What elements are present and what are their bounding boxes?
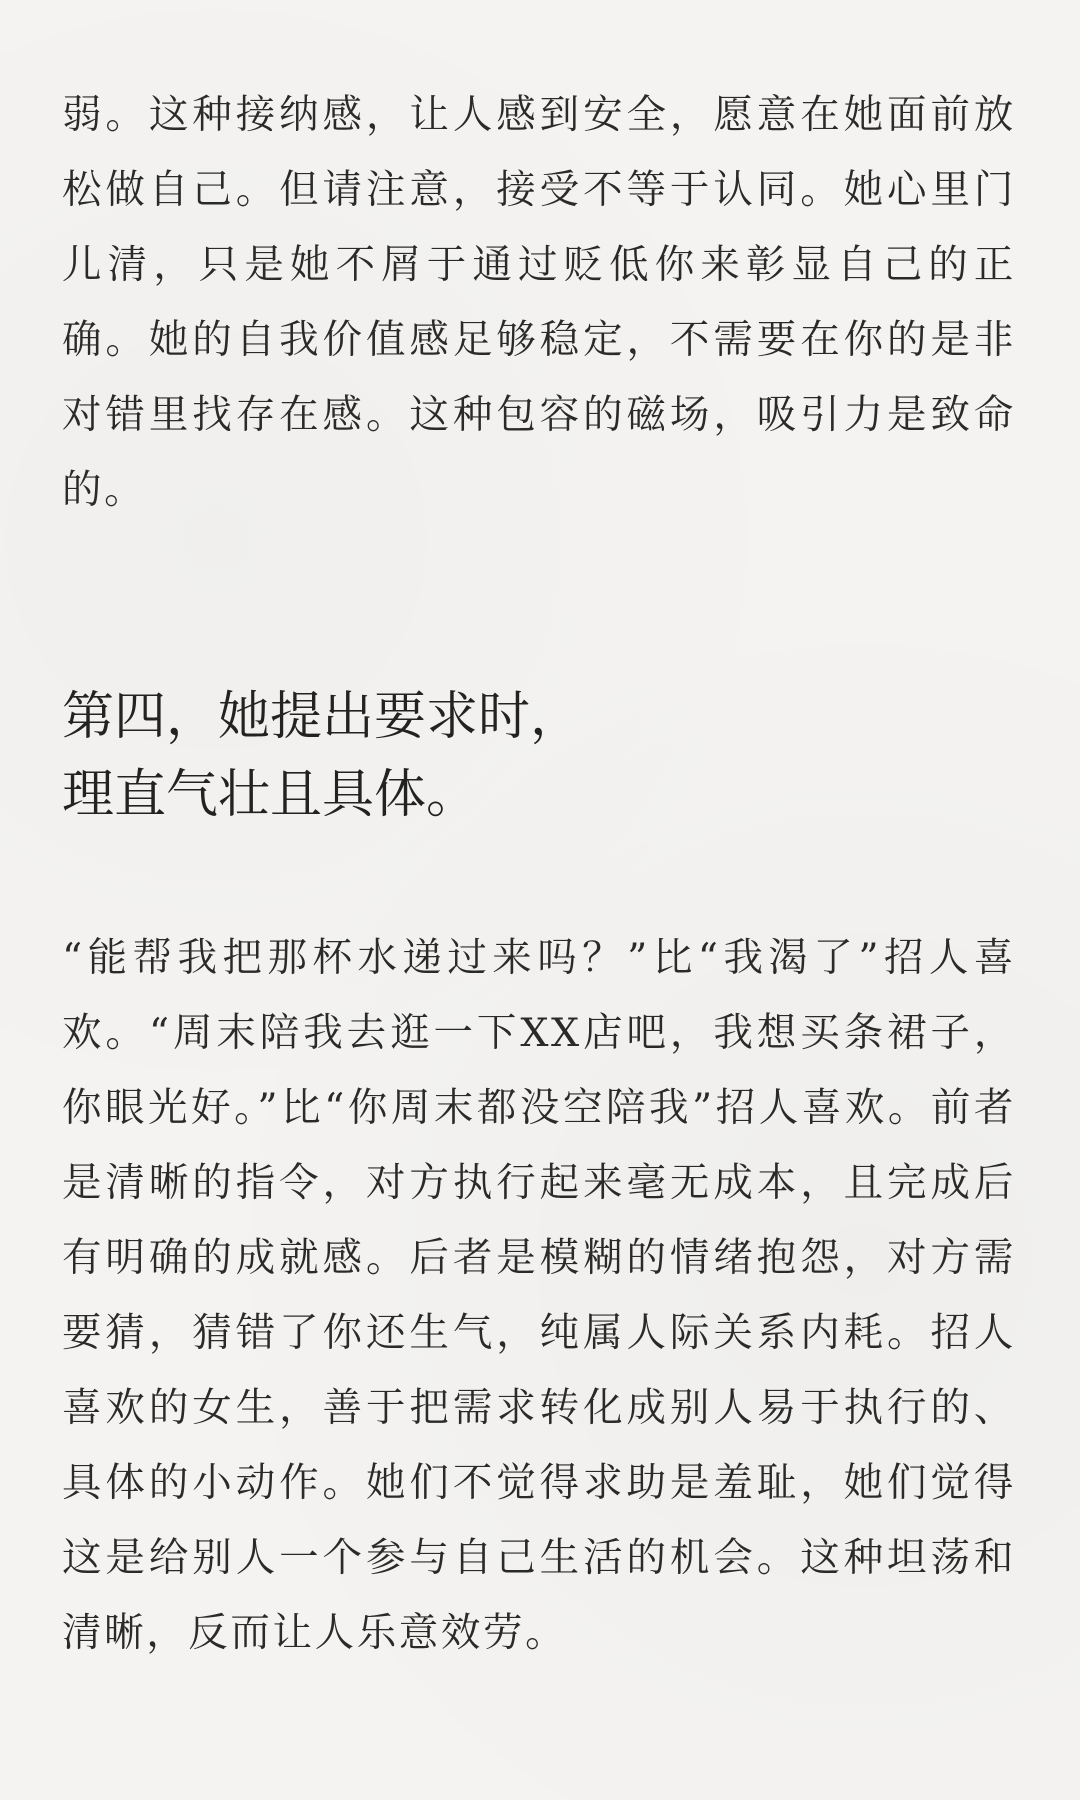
section-heading <box>62 678 1016 834</box>
heading-line-1: 第四，她提出要求时， <box>62 687 583 747</box>
heading-line-2: 理直气壮且具体。 <box>62 765 479 825</box>
paragraph-requests: “能帮我把那杯水递过来吗？”比“我渴了”招人喜欢。“周末陪我去逛一下XX店吧，我想买条裙子，你眼光好。”比“你周末都没空陪我”招人喜欢。前者是清晰的指令，对方执行起来毫无成本，且完成后有明确的成就感。后者是模糊的情绪抱怨，对方需要猜，猜错了你还生气，纯属人际关系内耗。招人喜欢的女生，善于把需求转化成别人易于执行的、具体的小动作。她们不觉得求助是羞耻，她们觉得这是给别人一个参与自己生活的机会。这种坦荡和清晰，反而让人乐意效劳。 <box>62 935 1016 1656</box>
paragraph-acceptance: 弱。这种接纳感，让人感到安全，愿意在她面前放松做自己。但请注意，接受不等于认同。她心里门儿清，只是她不屑于通过贬低你来彰显自己的正确。她的自我价值感足够稳定，不需要在你的是非对错里找存在感。这种包容的磁场，吸引力是致命的。 <box>62 92 1016 513</box>
